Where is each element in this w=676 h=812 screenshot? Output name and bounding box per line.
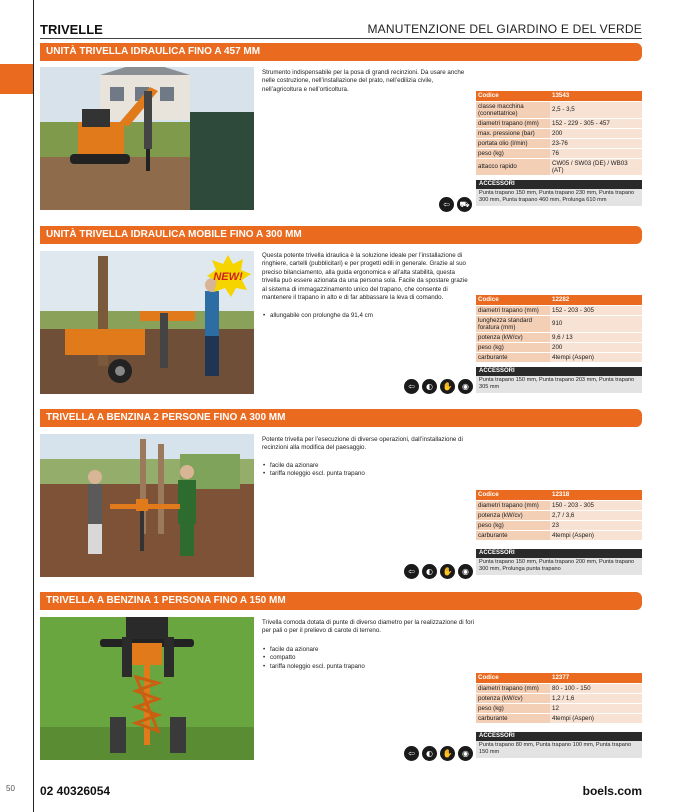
product-2-spec-table: [476, 295, 642, 363]
glove-icon: ✋: [440, 564, 455, 579]
product-1-icons: [439, 197, 472, 212]
spec-value: 1,2 / 1,6: [550, 693, 642, 703]
product-4-bullets: [262, 646, 474, 671]
new-badge: [205, 255, 251, 297]
product-4-accessories-label: ACCESSORI: [476, 732, 642, 741]
product-3-accessories-label: ACCESSORI: [476, 549, 642, 558]
spec-value: 4tempi (Aspen): [550, 352, 642, 362]
spec-key: peso (kg): [476, 342, 550, 352]
glove-icon: ✋: [440, 746, 455, 761]
spec-value: 150 - 203 - 305: [550, 500, 642, 510]
spec-key: lunghezza standard foratura (mm): [476, 315, 550, 332]
spec-row: [476, 118, 642, 128]
spec-key: diametri trapano (mm): [476, 683, 550, 693]
spec-key: diametri trapano (mm): [476, 118, 550, 128]
product-1-photo: [40, 67, 254, 210]
product-1-spec-table: [476, 91, 642, 176]
list-item: • tariffa noleggio escl. punta trapano: [262, 470, 474, 478]
spec-key: carburante: [476, 352, 550, 362]
spec-row: [476, 352, 642, 362]
spec-value: CW05 / SW03 (DE) / WB03 (AT): [550, 158, 642, 175]
product-4-icons: [404, 746, 473, 761]
spec-value: 12282: [550, 295, 642, 305]
spec-value: 9,6 / 13: [550, 332, 642, 342]
spec-value: 152 - 229 - 305 - 457: [550, 118, 642, 128]
list-item: • allungabile con prolunghe da 91,4 cm: [262, 312, 474, 320]
spec-row: [476, 490, 642, 500]
spec-row: [476, 693, 642, 703]
product-2-description: Questa potente trivella idraulica è la soluzione ideale per l’installazione di ringhiere, cartelli (pubblicitari) e per progetti edili in generale. Grazie al suo preciso bilanciamento, alla guida ergonomica e all’alta stabilità, questa trivella può essere azionata da una persona sola. Facile da spostare grazie al sistema di immagazzinamento unico del trapano, che consente di mantenere il trapano in alto e di far abbassare la leva di comando.: [262, 252, 468, 302]
page-number: 50: [6, 784, 15, 793]
spec-key: Codice: [476, 91, 550, 101]
section-title: TRIVELLE: [40, 22, 103, 37]
spec-value: 80 - 100 - 150: [550, 683, 642, 693]
spec-key: potenza (kW/cv): [476, 693, 550, 703]
list-item: • compatto: [262, 654, 474, 662]
section-tab: [0, 64, 33, 94]
product-2-bullets: [262, 312, 474, 320]
spec-key: peso (kg): [476, 148, 550, 158]
spec-key: potenza (kW/cv): [476, 510, 550, 520]
product-3-accessories: Punta trapano 150 mm, Punta trapano 200 mm, Punta trapano 300 mm, Prolunga punta trapano: [476, 558, 642, 575]
spec-row: [476, 305, 642, 315]
product-4-accessories: Punta trapano 80 mm, Punta trapano 100 mm, Punta trapano 150 mm: [476, 741, 642, 758]
spec-row: [476, 703, 642, 713]
ear-protection-icon: ◐: [422, 379, 437, 394]
spec-row: [476, 138, 642, 148]
spec-value: 23: [550, 520, 642, 530]
transport-icon: ⛟: [457, 197, 472, 212]
left-margin-rule: [33, 0, 34, 812]
spec-row: [476, 520, 642, 530]
product-1-accessories: Punta trapano 150 mm, Punta trapano 230 mm, Punta trapano 300 mm, Punta trapano 460 mm, Prolunga 610 mm: [476, 189, 642, 206]
product-3-photo: [40, 434, 254, 577]
product-4-title: TRIVELLA A BENZINA 1 PERSONA FINO A 150 MM: [40, 592, 642, 610]
product-3-spec-table: [476, 490, 642, 541]
arrow-icon: ⇦: [439, 197, 454, 212]
safety-shoe-icon: ◉: [458, 379, 473, 394]
spec-row: [476, 148, 642, 158]
spec-key: carburante: [476, 713, 550, 723]
spec-row: [476, 530, 642, 540]
spec-value: 4tempi (Aspen): [550, 713, 642, 723]
spec-value: 12377: [550, 673, 642, 683]
spec-row: [476, 158, 642, 175]
spec-key: max. pressione (bar): [476, 128, 550, 138]
spec-row: [476, 128, 642, 138]
product-2-title: UNITÀ TRIVELLA IDRAULICA MOBILE FINO A 300 MM: [40, 226, 642, 244]
spec-key: carburante: [476, 530, 550, 540]
spec-value: 2,7 / 3,6: [550, 510, 642, 520]
product-1-accessories-label: ACCESSORI: [476, 180, 642, 189]
new-badge-text: NEW!: [213, 271, 243, 283]
product-3-icons: [404, 564, 473, 579]
spec-row: [476, 91, 642, 101]
spec-value: 76: [550, 148, 642, 158]
spec-value: 200: [550, 128, 642, 138]
spec-key: diametri trapano (mm): [476, 305, 550, 315]
spec-key: Codice: [476, 295, 550, 305]
ear-protection-icon: ◐: [422, 746, 437, 761]
spec-value: 152 - 203 - 305: [550, 305, 642, 315]
spec-value: 4tempi (Aspen): [550, 530, 642, 540]
list-item: • facile da azionare: [262, 646, 474, 654]
product-4-spec-table: [476, 673, 642, 724]
spec-row: [476, 295, 642, 305]
spec-row: [476, 342, 642, 352]
product-2-icons: [404, 379, 473, 394]
spec-row: [476, 332, 642, 342]
spec-row: [476, 315, 642, 332]
spec-key: attacco rapido: [476, 158, 550, 175]
spec-key: diametri trapano (mm): [476, 500, 550, 510]
spec-key: Codice: [476, 490, 550, 500]
spec-value: 200: [550, 342, 642, 352]
product-3-title: TRIVELLA A BENZINA 2 PERSONE FINO A 300 MM: [40, 409, 642, 427]
arrow-icon: ⇦: [404, 379, 419, 394]
spec-key: classe macchina (connettatrice): [476, 101, 550, 118]
glove-icon: ✋: [440, 379, 455, 394]
product-2-accessories-label: ACCESSORI: [476, 367, 642, 376]
spec-row: [476, 510, 642, 520]
safety-shoe-icon: ◉: [458, 564, 473, 579]
category-title: MANUTENZIONE DEL GIARDINO E DEL VERDE: [367, 22, 642, 36]
spec-row: [476, 101, 642, 118]
footer-website: boels.com: [582, 784, 642, 798]
list-item: • tariffa noleggio escl. punta trapano: [262, 663, 474, 671]
spec-key: peso (kg): [476, 520, 550, 530]
spec-key: potenza (kW/cv): [476, 332, 550, 342]
spec-value: 2,5 - 3,5: [550, 101, 642, 118]
spec-row: [476, 673, 642, 683]
spec-row: [476, 713, 642, 723]
product-4-description: Trivella comoda dotata di punte di diverso diametro per la realizzazione di fori per pali o per il prelievo di carote di terreno.: [262, 619, 474, 635]
product-2-accessories: Punta trapano 150 mm, Punta trapano 203 mm, Punta trapano 305 mm: [476, 376, 642, 393]
footer-phone: 02 40326054: [40, 784, 111, 798]
spec-value: 23-76: [550, 138, 642, 148]
list-item: • facile da azionare: [262, 462, 474, 470]
spec-key: Codice: [476, 673, 550, 683]
product-4-photo: [40, 617, 254, 760]
spec-value: 13543: [550, 91, 642, 101]
header-divider: [40, 38, 642, 39]
product-3-bullets: [262, 462, 474, 479]
spec-key: peso (kg): [476, 703, 550, 713]
product-1-title: UNITÀ TRIVELLA IDRAULICA FINO A 457 MM: [40, 43, 642, 61]
spec-value: 12318: [550, 490, 642, 500]
ear-protection-icon: ◐: [422, 564, 437, 579]
spec-row: [476, 500, 642, 510]
product-1-description: Strumento indispensabile per la posa di grandi recinzioni. Da usare anche nelle costruzione, nell’installazione del prato, nell’edilizia civile, nell’agricoltura e nell’orticoltura.: [262, 69, 465, 93]
safety-shoe-icon: ◉: [458, 746, 473, 761]
arrow-icon: ⇦: [404, 746, 419, 761]
product-3-description: Potente trivella per l’esecuzione di diverse operazioni, dall’installazione di recinzioni alla modifica del paesaggio.: [262, 436, 463, 452]
spec-value: 910: [550, 315, 642, 332]
spec-row: [476, 683, 642, 693]
spec-key: portata olio (l/min): [476, 138, 550, 148]
arrow-icon: ⇦: [404, 564, 419, 579]
spec-value: 12: [550, 703, 642, 713]
